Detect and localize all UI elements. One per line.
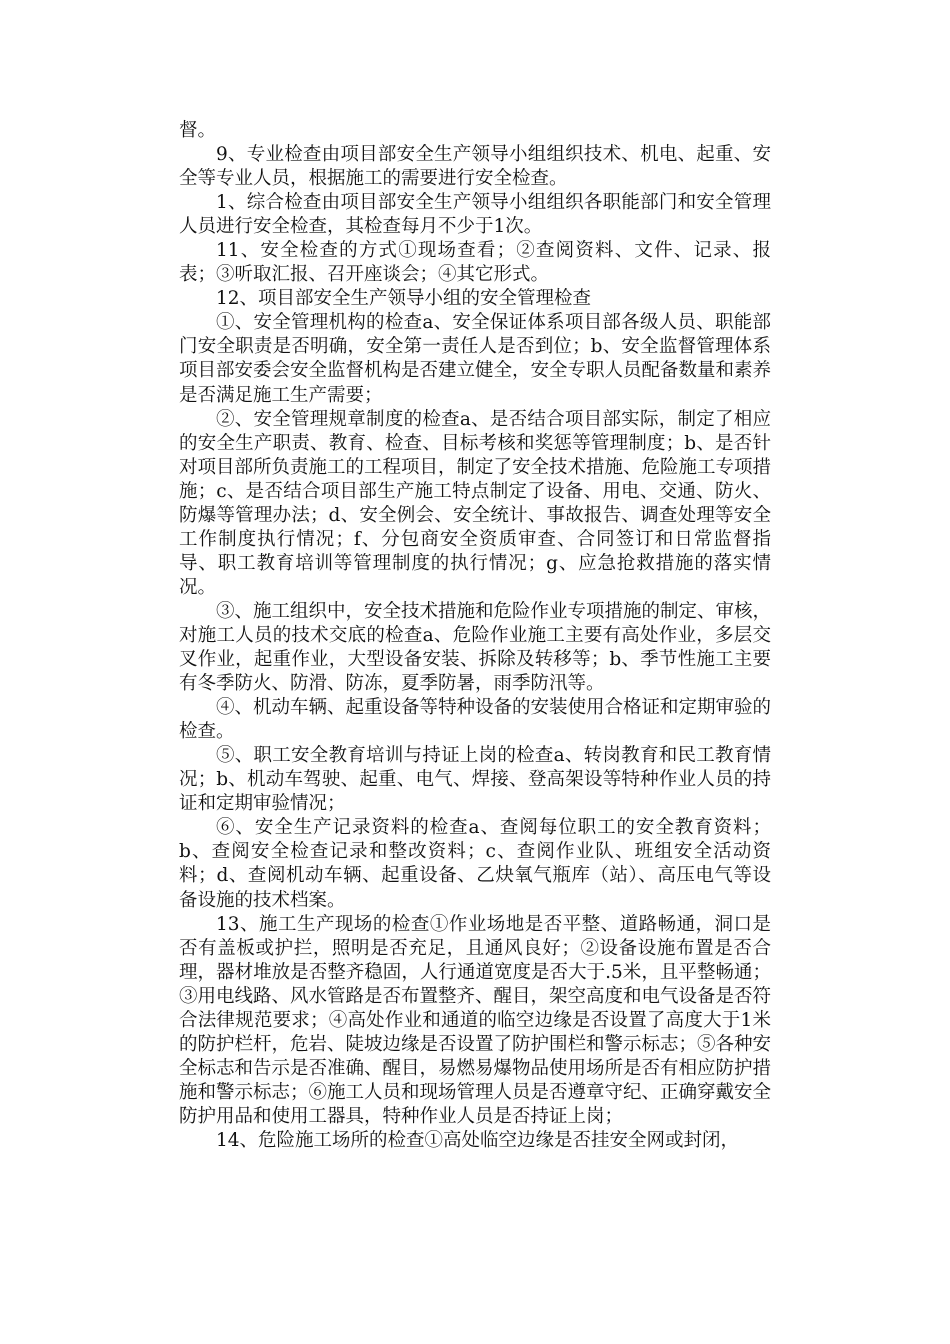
paragraph-item-14: 14、危险施工场所的检查①高处临空边缘是否挂安全网或封闭， <box>216 1129 740 1151</box>
document-page <box>179 119 771 1153</box>
paragraph-subitem-1: ①、安全管理机构的检查a、安全保证体系项目部各级人员、职能部门安全职责是否明确，安全第一责任人是否到位；b、安全监督管理体系项目部安委会安全监督机构是否建立健全，安全专职人员配备数量和素养是否满足施工生产需要； <box>179 312 772 406</box>
paragraph-item-12: 12、项目部安全生产领导小组的安全管理检查 <box>216 288 592 310</box>
paragraph-subitem-4: ④、机动车辆、起重设备等特种设备的安装使用合格证和定期审验的检查。 <box>179 697 772 743</box>
paragraph-subitem-6: ⑥、安全生产记录资料的检查a、查阅每位职工的安全教育资料；b、查阅安全检查记录和整改资料；c、查阅作业队、班组安全活动资料；d、查阅机动车辆、起重设备、乙炔氧气瓶库（站）、高压电气等设备设施的技术档案。 <box>179 817 771 911</box>
paragraph-continuation: 督。 <box>179 120 217 141</box>
paragraph-item-13: 13、施工生产现场的检查①作业场地是否平整、道路畅通，洞口是否有盖板或护拦，照明是否充足，且通风良好；②设备设施布置是否合理，器材堆放是否整齐稳固，人行通道宽度是否大于.5米，且平整畅通；③用电线路、风水管路是否布置整齐、醒目，架空高度和电气设备是否符合法律规范要求；④高处作业和通道的临空边缘是否设置了高度大于1米的防护栏杆，危岩、陡坡边缘是否设置了防护围栏和警示标志；⑤各种安全标志和告示是否准确、醒目，易燃易爆物品使用场所是否有相应防护措施和警示标志；⑥施工人员和现场管理人员是否遵章守纪、正确穿戴安全防护用品和使用工器具，特种作业人员是否持证上岗； <box>179 913 772 1127</box>
paragraph-subitem-2: ②、安全管理规章制度的检查a、是否结合项目部实际，制定了相应的安全生产职责、教育、检查、目标考核和奖惩等管理制度；b、是否针对项目部所负责施工的工程项目，制定了安全技术措施、危险施工专项措施；c、是否结合项目部生产施工特点制定了设备、用电、交通、防火、防爆等管理办法；d、安全例会、安全统计、事故报告、调查处理等安全工作制度执行情况；f、分包商安全资质审查、合同签订和日常监督指导、职工教育培训等管理制度的执行情况；g、应急抢救措施的落实情况。 <box>179 408 772 598</box>
paragraph-item-10: 1、综合检查由项目部安全生产领导小组组织各职能部门和安全管理人员进行安全检查，其检查每月不少于1次。 <box>179 192 771 238</box>
paragraph-subitem-3: ③、施工组织中，安全技术措施和危险作业专项措施的制定、审核，对施工人员的技术交底的检查a、危险作业施工主要有高处作业，多层交叉作业，起重作业，大型设备安装、拆除及转移等；b、季节性施工主要有冬季防火、防滑、防冻，夏季防暑，雨季防汛等。 <box>179 600 772 695</box>
paragraph-item-9: 9、专业检查由项目部安全生产领导小组组织技术、机电、起重、安全等专业人员，根据施工的需要进行安全检查。 <box>179 144 771 190</box>
paragraph-subitem-5: ⑤、职工安全教育培训与持证上岗的检查a、转岗教育和民工教育情况；b、机动车驾驶、起重、电气、焊接、登高架设等特种作业人员的持证和定期审验情况； <box>179 745 771 815</box>
paragraph-item-11: 11、安全检查的方式①现场查看；②查阅资料、文件、记录、报表；③听取汇报、召开座谈会；④其它形式。 <box>179 240 771 286</box>
